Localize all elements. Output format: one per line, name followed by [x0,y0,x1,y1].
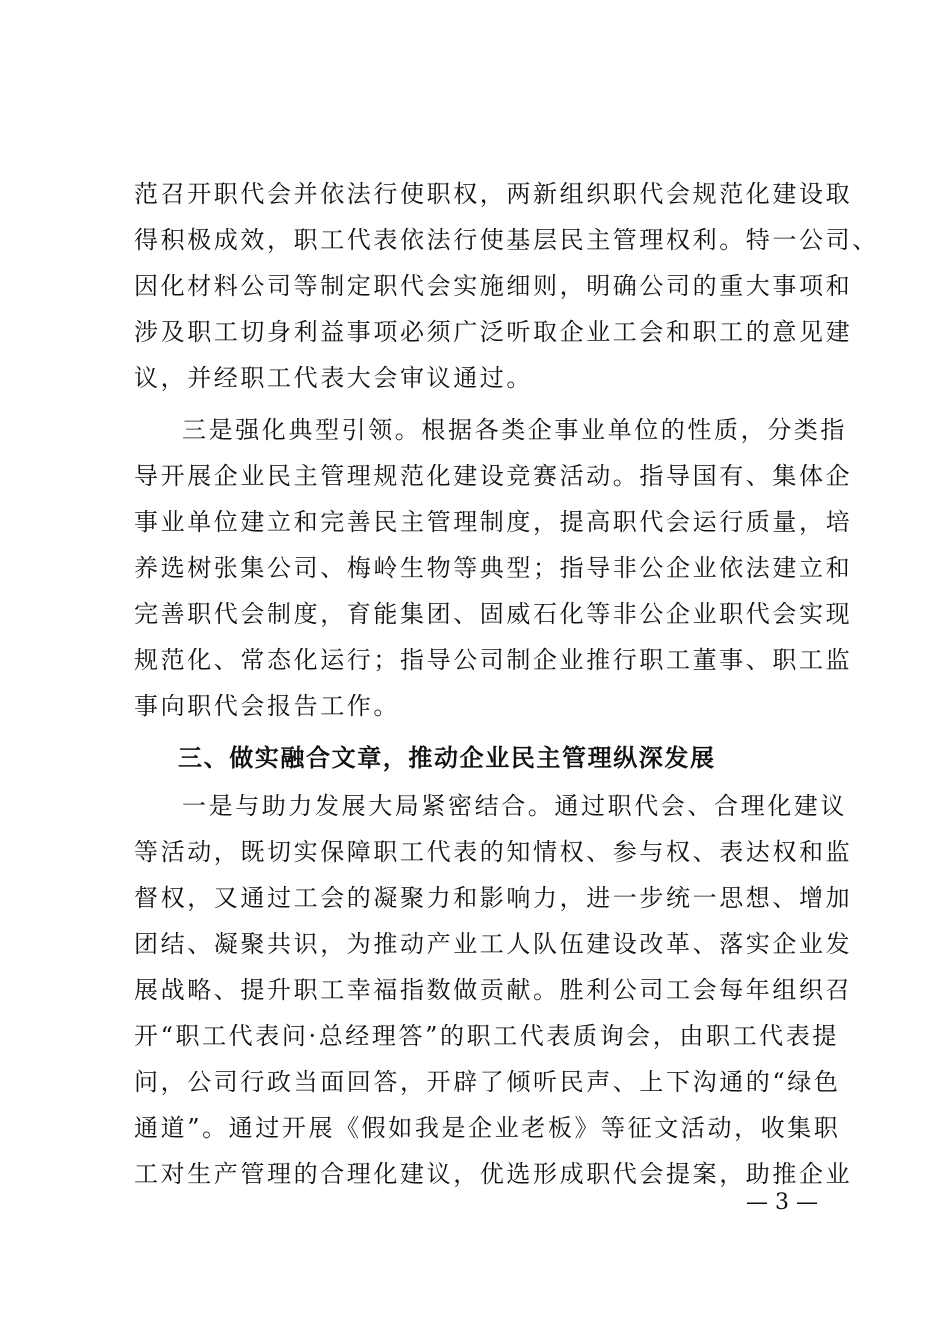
text-line: 事业单位建立和完善民主管理制度，提高职代会运行质量，培 [134,508,853,536]
page-number: — 3 — [746,1190,818,1215]
text-line: 一是与助力发展大局紧密结合。通过职代会、合理化建议 [182,792,847,820]
text-line: 团结、凝聚共识，为推动产业工人队伍建设改革、落实企业发 [134,930,853,958]
text-line: 问，公司行政当面回答，开辟了倾听民声、上下沟通的“绿色 [134,1068,841,1096]
text-line: 完善职代会制度，育能集团、固威石化等非公企业职代会实现 [134,600,853,628]
document-body [134,171,879,1197]
section-heading [134,735,824,781]
text-line: 规范化、常态化运行；指导公司制企业推行职工董事、职工监 [134,646,853,674]
section-heading-text: 三、做实融合文章，推动企业民主管理纵深发展 [178,744,716,772]
paragraph-continuation [134,171,879,401]
text-line: 督权，又通过工会的凝聚力和影响力，进一步统一思想、增加 [134,884,853,912]
text-line: 工对生产管理的合理化建议，优选形成职代会提案，助推企业 [134,1160,853,1188]
text-line: 事向职代会报告工作。 [134,692,400,720]
text-line: 开“职工代表问·总经理答”的职工代表质询会，由职工代表提 [134,1022,839,1050]
text-line: 三是强化典型引领。根据各类企事业单位的性质，分类指 [182,416,847,444]
text-line: 等活动，既切实保障职工代表的知情权、参与权、表达权和监 [134,838,853,866]
text-line: 展战略、提升职工幸福指数做贡献。胜利公司工会每年组织召 [134,976,853,1004]
text-line: 导开展企业民主管理规范化建设竞赛活动。指导国有、集体企 [134,462,853,490]
text-line: 议，并经职工代表大会审议通过。 [134,364,533,392]
text-line: 涉及职工切身利益事项必须广泛听取企业工会和职工的意见建 [134,318,853,346]
paragraph-typical-guidance [134,407,853,729]
text-line: 得积极成效，职工代表依法行使基层民主管理权利。特一公司、 [134,226,879,254]
text-line: 养选树张集公司、梅岭生物等典型；指导非公企业依法建立和 [134,554,853,582]
text-line: 因化材料公司等制定职代会实施细则，明确公司的重大事项和 [134,272,853,300]
paragraph-development [134,783,853,1197]
text-line: 通道”。通过开展《假如我是企业老板》等征文活动，收集职 [134,1114,841,1142]
text-line: 范召开职代会并依法行使职权，两新组织职代会规范化建设取 [134,180,853,208]
